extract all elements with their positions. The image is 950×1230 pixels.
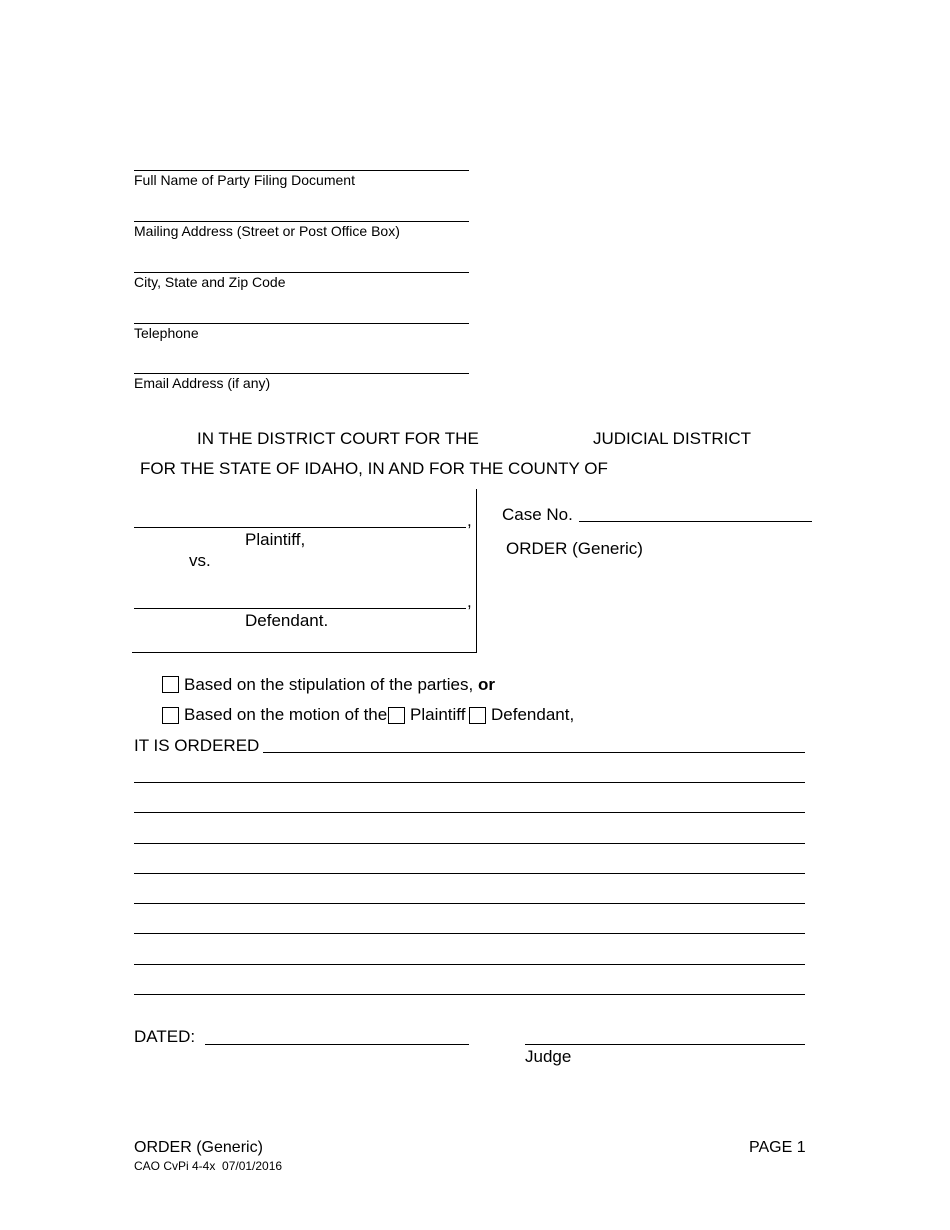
footer-page-number: PAGE 1 <box>749 1139 806 1156</box>
plaintiff-name-line[interactable] <box>134 527 466 528</box>
defendant-name-line[interactable] <box>134 608 466 609</box>
telephone-label: Telephone <box>134 325 199 341</box>
full-name-label: Full Name of Party Filing Document <box>134 172 355 188</box>
city-state-zip-label: City, State and Zip Code <box>134 274 286 290</box>
email-label: Email Address (if any) <box>134 375 271 391</box>
order-line-5[interactable] <box>134 873 805 874</box>
defendant-comma: , <box>467 592 472 611</box>
motion-plaintiff-checkbox[interactable] <box>388 707 405 724</box>
full-name-line[interactable] <box>134 170 469 171</box>
court-heading-right: JUDICIAL DISTRICT <box>593 429 752 448</box>
order-line-6[interactable] <box>134 903 805 904</box>
stipulation-option <box>184 675 495 695</box>
order-line-9[interactable] <box>134 994 805 995</box>
stipulation-checkbox[interactable] <box>162 676 179 693</box>
order-line-8[interactable] <box>134 964 805 965</box>
mailing-address-line[interactable] <box>134 221 469 222</box>
motion-defendant-checkbox[interactable] <box>469 707 486 724</box>
order-line-7[interactable] <box>134 933 805 934</box>
order-line-3[interactable] <box>134 812 805 813</box>
judge-signature-line[interactable] <box>525 1044 805 1045</box>
order-line-1[interactable] <box>263 752 805 753</box>
plaintiff-comma: , <box>467 511 472 530</box>
document-title: ORDER (Generic) <box>506 539 643 558</box>
case-number-line[interactable] <box>579 521 812 522</box>
judge-label: Judge <box>525 1047 572 1066</box>
dated-label: DATED: <box>134 1027 196 1046</box>
email-line[interactable] <box>134 373 469 374</box>
case-number-label: Case No. <box>502 505 573 524</box>
plaintiff-label: Plaintiff, <box>245 530 306 549</box>
mailing-address-label: Mailing Address (Street or Post Office Box) <box>134 223 400 239</box>
dated-line[interactable] <box>205 1044 469 1045</box>
caption-bottom-line <box>132 652 477 653</box>
order-line-4[interactable] <box>134 843 805 844</box>
motion-plaintiff-label: Plaintiff <box>410 705 466 724</box>
telephone-line[interactable] <box>134 323 469 324</box>
it-is-ordered-label: IT IS ORDERED <box>134 736 260 755</box>
footer-document-name: ORDER (Generic) <box>134 1139 263 1156</box>
motion-text: Based on the motion of the <box>184 705 388 724</box>
defendant-label: Defendant. <box>245 611 329 630</box>
motion-defendant-label: Defendant, <box>491 705 575 724</box>
footer-form-code: CAO CvPi 4-4x 07/01/2016 <box>134 1159 283 1173</box>
vs-label: vs. <box>189 551 211 570</box>
motion-checkbox[interactable] <box>162 707 179 724</box>
court-heading-county: FOR THE STATE OF IDAHO, IN AND FOR THE COUNTY OF <box>140 459 608 478</box>
caption-divider <box>476 489 477 653</box>
stipulation-or: or <box>477 675 495 694</box>
city-state-zip-line[interactable] <box>134 272 469 273</box>
court-heading-left: IN THE DISTRICT COURT FOR THE <box>197 429 479 448</box>
order-line-2[interactable] <box>134 782 805 783</box>
stipulation-text: Based on the stipulation of the parties, <box>184 675 474 694</box>
